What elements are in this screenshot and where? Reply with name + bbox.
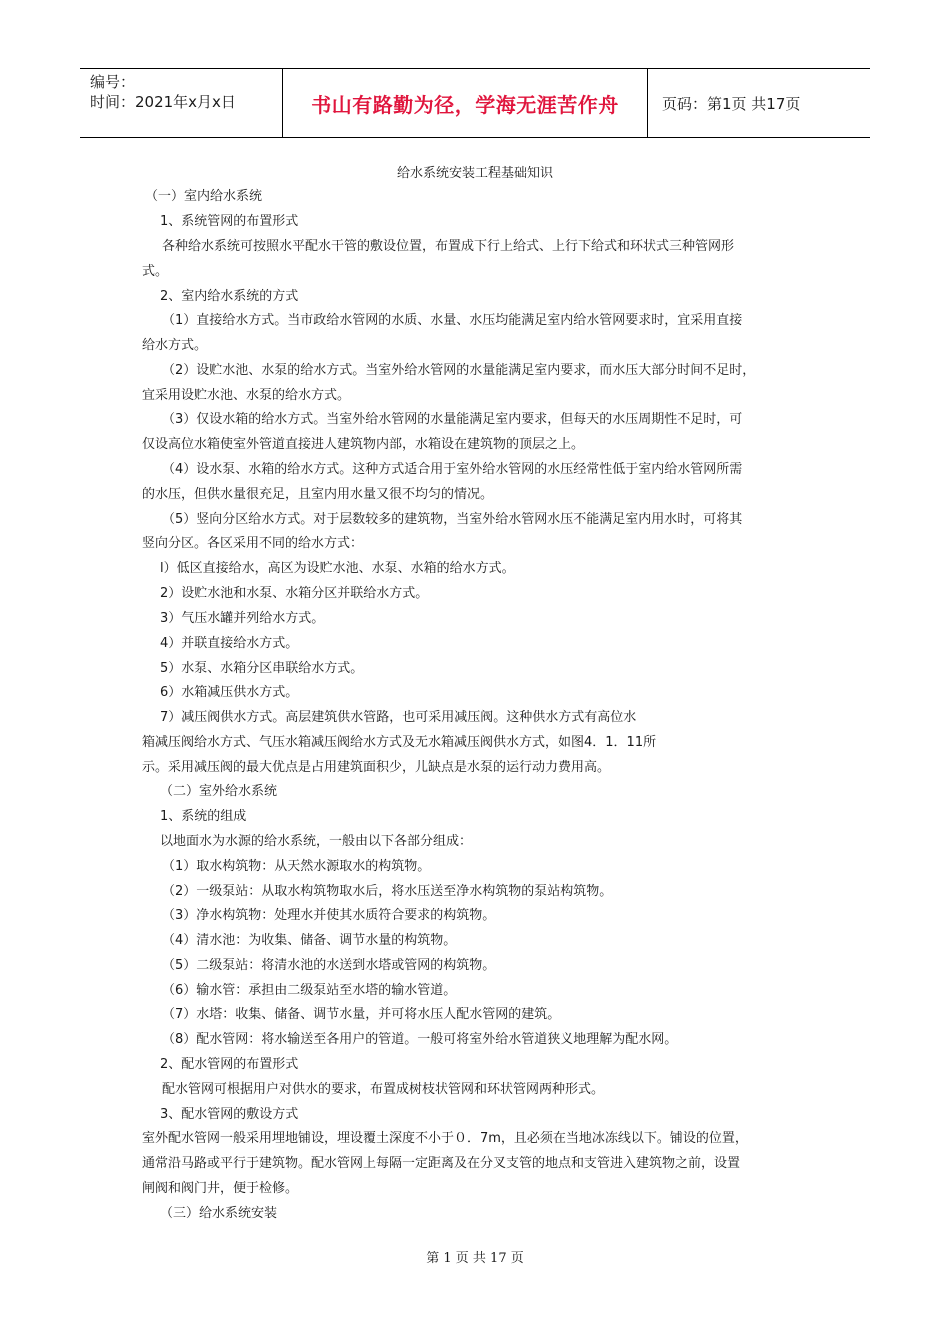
body-line: 室外配水管网一般采用埋地铺设，埋设覆土深度不小于０．7m，且必须在当地冰冻线以下。铺设的位置，	[142, 1131, 748, 1146]
body-line: （二）室外给水系统	[160, 784, 278, 799]
body-line: 的水压，但供水量很充足，且室内用水量又很不均匀的情况。	[142, 487, 494, 502]
body-line: （4）设水泵、水箱的给水方式。这种方式适合用于室外给水管网的水压经常性低于室内给水管网所需	[162, 462, 743, 477]
body-line: （5）竖向分区给水方式。对于层数较多的建筑物，当室外给水管网水压不能满足室内用水时，可将其	[162, 512, 743, 527]
document-header	[80, 68, 870, 138]
body-line: 示。采用减压阀的最大优点是占用建筑面积少，儿缺点是水泵的运行动力费用高。	[142, 760, 611, 775]
page-footer: 第 1 页 共 17 页	[426, 1251, 524, 1266]
body-line: 箱减压阀给水方式、气压水箱减压阀给水方式及无水箱减压阀供水方式，如图4．1．11所	[142, 735, 657, 750]
body-line: 7）减压阀供水方式。高层建筑供水管路，也可采用减压阀。这种供水方式有高位水	[160, 710, 637, 725]
body-line: （2）一级泵站：从取水构筑物取水后，将水压送至净水构筑物的泵站构筑物。	[162, 884, 613, 899]
body-line: 竖向分区。各区采用不同的给水方式：	[142, 536, 364, 551]
body-line: （4）清水池：为收集、储备、调节水量的构筑物。	[162, 933, 457, 948]
body-line: 6）水箱减压供水方式。	[160, 685, 299, 700]
body-line: l）低区直接给水，高区为设贮水池、水泵、水箱的给水方式。	[160, 561, 515, 576]
body-line: （3）净水构筑物：处理水并使其水质符合要求的构筑物。	[162, 908, 496, 923]
number-label: 编号：	[90, 73, 136, 91]
body-line: 给水方式。	[142, 338, 208, 353]
body-line: 3、配水管网的敷设方式	[160, 1107, 299, 1122]
document-title: 给水系统安装工程基础知识	[396, 166, 553, 181]
header-motto-cell	[282, 69, 648, 137]
body-line: 仅设高位水箱使室外管道直接进人建筑物内部，水箱设在建筑物的顶层之上。	[142, 437, 585, 452]
body-line: （7）水塔：收集、储备、调节水量，并可将水压人配水管网的建筑。	[162, 1007, 561, 1022]
body-line: （1）直接给水方式。当市政给水管网的水质、水量、水压均能满足室内给水管网要求时，宜采用直接	[162, 313, 743, 328]
body-line: （8）配水管网：将水输送至各用户的管道。一般可将室外给水管道狭义地理解为配水网。	[162, 1032, 678, 1047]
body-line: 2）设贮水池和水泵、水箱分区并联给水方式。	[160, 586, 429, 601]
header-page-cell	[648, 69, 870, 137]
body-line: 1、系统的组成	[160, 809, 247, 824]
body-line: 2、配水管网的布置形式	[160, 1057, 299, 1072]
body-line: 以地面水为水源的给水系统，一般由以下各部分组成：	[160, 834, 473, 849]
time-label: 时间：2021年x月x日	[90, 93, 236, 111]
body-line: （3）仅设水箱的给水方式。当室外给水管网的水量能满足室内要求，但每天的水压周期性不足时，可	[162, 412, 743, 427]
body-line: （5）二级泵站：将清水池的水送到水塔或管网的构筑物。	[162, 958, 496, 973]
body-line: 3）气压水罐并列给水方式。	[160, 611, 325, 626]
body-line: 配水管网可根据用户对供水的要求，布置成树枝状管网和环状管网两种形式。	[162, 1082, 605, 1097]
body-line: 5）水泵、水箱分区串联给水方式。	[160, 661, 364, 676]
body-line: （一）室内给水系统	[145, 189, 263, 204]
body-line: 通常沿马路或平行于建筑物。配水管网上每隔一定距离及在分叉支管的地点和支管进入建筑物之前，设置	[142, 1156, 741, 1171]
body-line: 4）并联直接给水方式。	[160, 636, 299, 651]
body-line: （1）取水构筑物：从天然水源取水的构筑物。	[162, 859, 431, 874]
page-label: 页码：第1页 共17页	[662, 94, 801, 113]
body-line: 宜采用设贮水池、水泵的给水方式。	[142, 388, 351, 403]
body-line: 1、系统管网的布置形式	[160, 214, 299, 229]
body-line: （6）输水管：承担由二级泵站至水塔的输水管道。	[162, 983, 457, 998]
body-line: 闸阀和阀门井，便于检修。	[142, 1181, 299, 1196]
body-line: 式。	[142, 264, 169, 279]
body-line: 2、室内给水系统的方式	[160, 289, 299, 304]
body-line: （三）给水系统安装	[160, 1206, 278, 1221]
body-line: 各种给水系统可按照水平配水干管的敷设位置，布置成下行上给式、上行下给式和环状式三种管网形	[162, 239, 735, 254]
motto-text: 书山有路勤为径，学海无涯苦作舟	[311, 92, 619, 117]
header-meta	[80, 69, 282, 137]
body-line: （2）设贮水池、水泵的给水方式。当室外给水管网的水量能满足室内要求，而水压大部分时间不足时，	[162, 363, 756, 378]
